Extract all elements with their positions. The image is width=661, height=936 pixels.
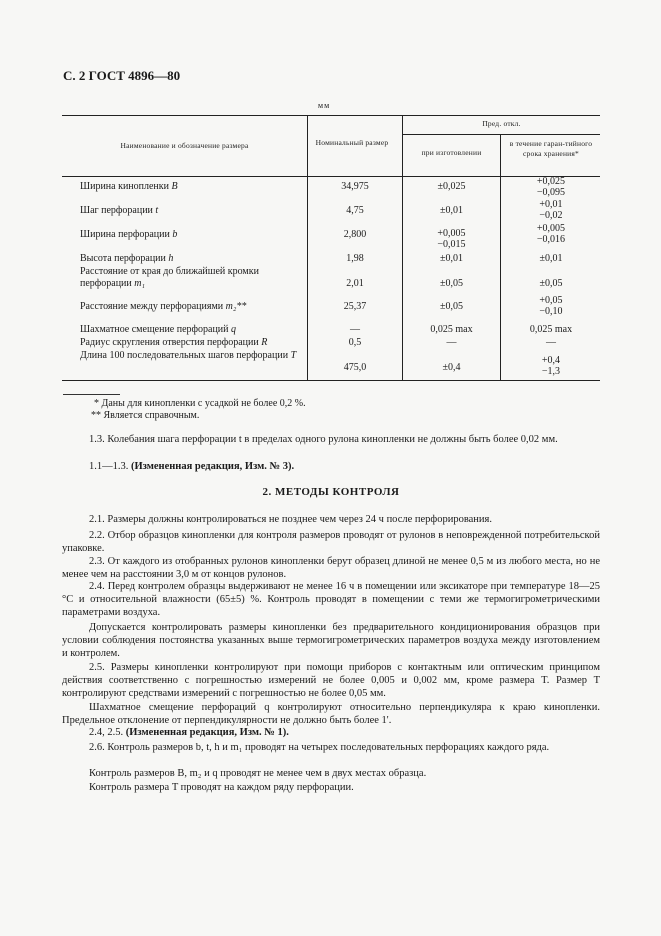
table-cell-warranty: +0,05 −0,10 [539,295,563,317]
table-cell-manuf: +0,005 −0,015 [437,228,466,250]
col-header-deviation: Пред. откл. [482,119,521,128]
col-header-manufacture: при изготовлении [421,148,482,157]
table-cell-manuf: ±0,05 [440,301,463,312]
table-cell-nominal: 1,98 [346,253,364,264]
table-row-name: Радиус скругления отверстия перфорации R [80,337,268,348]
amendment-note-1: 1.1—1.3. (Измененная редакция, Изм. № 3). [89,461,295,472]
table-row-name: Шаг перфорации t [80,205,159,216]
footnote-2: ** Является справочным. [91,410,200,421]
table-cell-nominal: 2,01 [346,278,364,289]
table-top-rule [62,115,600,116]
paragraph-2-6c: Контроль размера T проводят на каждом ряду перфорации. [89,782,354,793]
table-row-name: Расстояние между перфорациями m₂** [80,301,247,312]
table-cell-warranty: — [546,337,556,348]
table-row-name: Длина 100 последовательных шагов перфорации T [80,350,297,361]
table-cell-manuf: — [446,337,457,348]
paragraph-2-4b: Допускается контролировать размеры кинопленки без предварительного кондиционирования образцов при условии соблюдения постоянства указанных выше термогигрометрических параметров воздуха между изготовлением и контролем. [62,622,600,659]
section-title: 2. МЕТОДЫ КОНТРОЛЯ [262,486,400,498]
table-cell-nominal: 4,75 [346,205,364,216]
paragraph-2-1: 2.1. Размеры должны контролироваться не позднее чем через 24 ч после перфорирования. [89,514,493,525]
table-cell-nominal: 34,975 [341,181,369,192]
paragraph-2-6b: Контроль размеров B, m₂ и q проводят не менее чем в двух местах образца. [89,768,427,779]
table-cell-warranty: +0,025 −0,095 [536,176,566,198]
table-cell-manuf: ±0,01 [440,253,463,264]
table-cell-warranty: ±0,01 [539,253,563,264]
paragraph-2-5: 2.5. Размеры кинопленки контролируют при помощи приборов с контактным или оптическим принципом действия соответственно с погрешностью измерений не более 0,005 и 0,002 мм, кроме размера T. Размер T контролируют средствами измерений с погрешностью не более 0,05 мм. [62,662,600,699]
col-header-warranty: в течение гаран-тийного срока хранения* [509,139,593,158]
footnote-rule [63,394,120,395]
table-cell-warranty: +0,005 −0,016 [536,223,566,245]
table-row-name: Ширина кинопленки B [80,181,178,192]
paragraph-2-4: 2.4. Перед контролем образцы выдерживают не менее 16 ч в помещении или эксикаторе при температуре 18—25 °С и относительной влажности (65±5) %. Контроль проводят в помещении с теми же термогигрометрическими параметрами воздуха. [62,581,600,618]
table-row-name: Высота перфорации h [80,253,174,264]
table-cell-manuf: ±0,05 [440,278,463,289]
table-cell-manuf: ±0,01 [440,205,463,216]
table-cell-warranty: 0,025 max [529,324,573,335]
table-cell-warranty: +0,01 −0,02 [539,199,563,221]
table-cell-warranty: ±0,05 [539,278,563,289]
table-cell-warranty: +0,4 −1,3 [541,355,561,377]
col-header-nominal: Номинальный размер [315,138,389,147]
table-cell-nominal: — [350,324,360,335]
table-cell-manuf: 0,025 max [430,324,473,335]
footnote-1: * Даны для кинопленки с усадкой не более 0,2 %. [94,398,306,409]
table-row-name: Шахматное смещение перфораций q [80,324,236,335]
table-subheader-rule [403,134,600,135]
paragraph-1-3: 1.3. Колебания шага перфорации t в пределах одного рулона кинопленки не должны быть более 0,02 мм. [89,434,558,445]
table-row-name: Расстояние от края до ближайшей кромки перфорации m₁ [80,266,259,289]
table-bottom-rule [62,380,600,381]
table-cell-nominal: 2,800 [343,229,367,240]
table-row-name: Ширина перфорации b [80,229,178,240]
col-header-name: Наименование и обозначение размера [120,141,249,150]
paragraph-2-2: 2.2. Отбор образцов кинопленки для контроля размеров проводят от рулонов в неповрежденной потребительской упаковке. [62,530,600,554]
table-cell-manuf: ±0,4 [442,362,461,373]
page-header: С. 2 ГОСТ 4896—80 [63,68,181,83]
paragraph-2-3: 2.3. От каждого из отобранных рулонов кинопленки берут образец длиной не менее 0,5 м из любого места, но не менее чем на расстоянии 3,0 м от концов рулонов. [62,556,600,580]
table-cell-nominal: 0,5 [348,337,362,348]
table-cell-nominal: 25,37 [343,301,367,312]
amendment-note-2: 2.4, 2.5. (Измененная редакция, Изм. № 1). [89,727,289,738]
table-cell-nominal: 475,0 [343,362,367,373]
paragraph-2-6: 2.6. Контроль размеров b, t, h и m₁ проводят на четырех последовательных перфорациях каждого ряда. [89,742,550,753]
paragraph-2-5b: Шахматное смещение перфораций q контролируют относительно перпендикуляра к краю кинопленки. Предельное отклонение от перпендикулярности не должно быть более 1'. [62,702,600,726]
table-cell-manuf: ±0,025 [437,181,466,192]
table-unit: мм [318,101,331,110]
